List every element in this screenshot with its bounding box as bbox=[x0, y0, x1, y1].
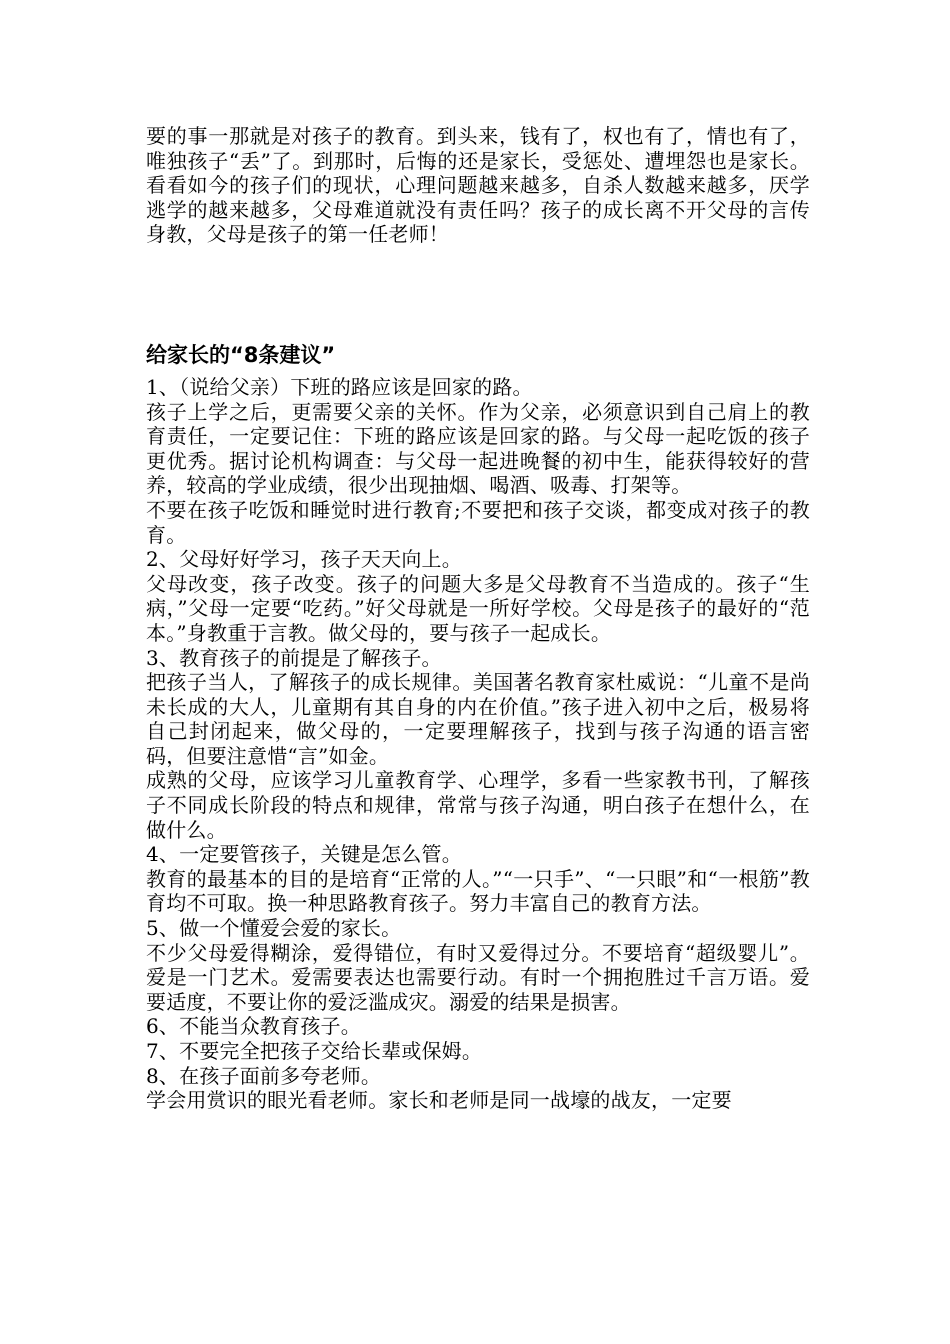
suggestion-2-title: 2、父母好好学习，孩子天天向上。 bbox=[146, 547, 462, 572]
suggestion-1-title: 1、（说给父亲）下班的路应该是回家的路。 bbox=[146, 374, 533, 399]
section-heading: 给家长的“8条建议” bbox=[146, 342, 336, 367]
suggestions-body bbox=[146, 375, 810, 1113]
intro-paragraph: 要的事一那就是对孩子的教育。到头来，钱有了，权也有了，情也有了，唯独孩子“丢”了。到那时，后悔的还是家长，受惩处、遭埋怨也是家长。看看如今的孩子们的现状，心理问题越来越多，自杀人数越来越多，厌学逃学的越来越多，父母难道就没有责任吗？孩子的成长离不开父母的言传身教，父母是孩子的第一任老师！ bbox=[146, 124, 810, 247]
suggestion-5-body: 不少父母爱得糊涂，爱得错位，有时又爱得过分。不要培育“超级婴儿”。爱是一门艺术。爱需要表达也需要行动。有时一个拥抱胜过千言万语。爱要适度，不要让你的爱泛滥成灾。溺爱的结果是损害。 bbox=[146, 940, 810, 1014]
suggestion-7-title: 7、不要完全把孩子交给长辈或保姆。 bbox=[146, 1039, 483, 1063]
suggestion-3-title: 3、教育孩子的前提是了解孩子。 bbox=[146, 645, 442, 670]
suggestion-2-body: 父母改变，孩子改变。孩子的问题大多是父母教育不当造成的。孩子“生病，”父母一定要“吃药。”好父母就是一所好学校。父母是孩子的最好的“范本。”身教重于言教。做父母的，要与孩子一起成长。 bbox=[146, 571, 810, 645]
suggestion-8-body: 学会用赏识的眼光看老师。家长和老师是同一战壕的战友，一定要 bbox=[146, 1088, 732, 1113]
suggestion-8-title: 8、在孩子面前多夸老师。 bbox=[146, 1063, 382, 1088]
document-page bbox=[146, 124, 810, 1113]
suggestion-3-note: 成熟的父母，应该学习儿童教育学、心理学，多看一些家教书刊，了解孩子不同成长阶段的特点和规律，常常与孩子沟通，明白孩子在想什么，在做什么。 bbox=[146, 768, 810, 842]
suggestion-1-body: 孩子上学之后，更需要父亲的关怀。作为父亲，必须意识到自己肩上的教育责任，一定要记住：下班的路应该是回家的路。与父母一起吃饭的孩子更优秀。据讨论机构调查：与父母一起进晚餐的初中生，能获得较好的营养，较高的学业成绩，很少出现抽烟、喝酒、吸毒、打架等。 bbox=[146, 399, 810, 498]
suggestion-3-body: 把孩子当人，了解孩子的成长规律。美国著名教育家杜威说：“儿童不是尚未长成的大人，儿童期有其自身的内在价值。”孩子进入初中之后，极易将自己封闭起来，做父母的，一定要理解孩子，找到与孩子沟通的语言密码，但要注意惜“言”如金。 bbox=[146, 670, 810, 768]
suggestion-4-title: 4、一定要管孩子，关键是怎么管。 bbox=[146, 842, 462, 867]
suggestion-1-note: 不要在孩子吃饭和睡觉时进行教育;不要把和孩子交谈，都变成对孩子的教育。 bbox=[146, 497, 810, 547]
suggestion-5-title: 5、做一个懂爱会爱的家长。 bbox=[146, 916, 402, 941]
suggestion-6-title: 6、不能当众教育孩子。 bbox=[146, 1014, 361, 1039]
suggestion-4-body: 教育的最基本的目的是培育“正常的人。”“一只手”、“一只眼”和“一根筋”教育均不可取。换一种思路教育孩子。努力丰富自己的教育方法。 bbox=[146, 866, 810, 916]
